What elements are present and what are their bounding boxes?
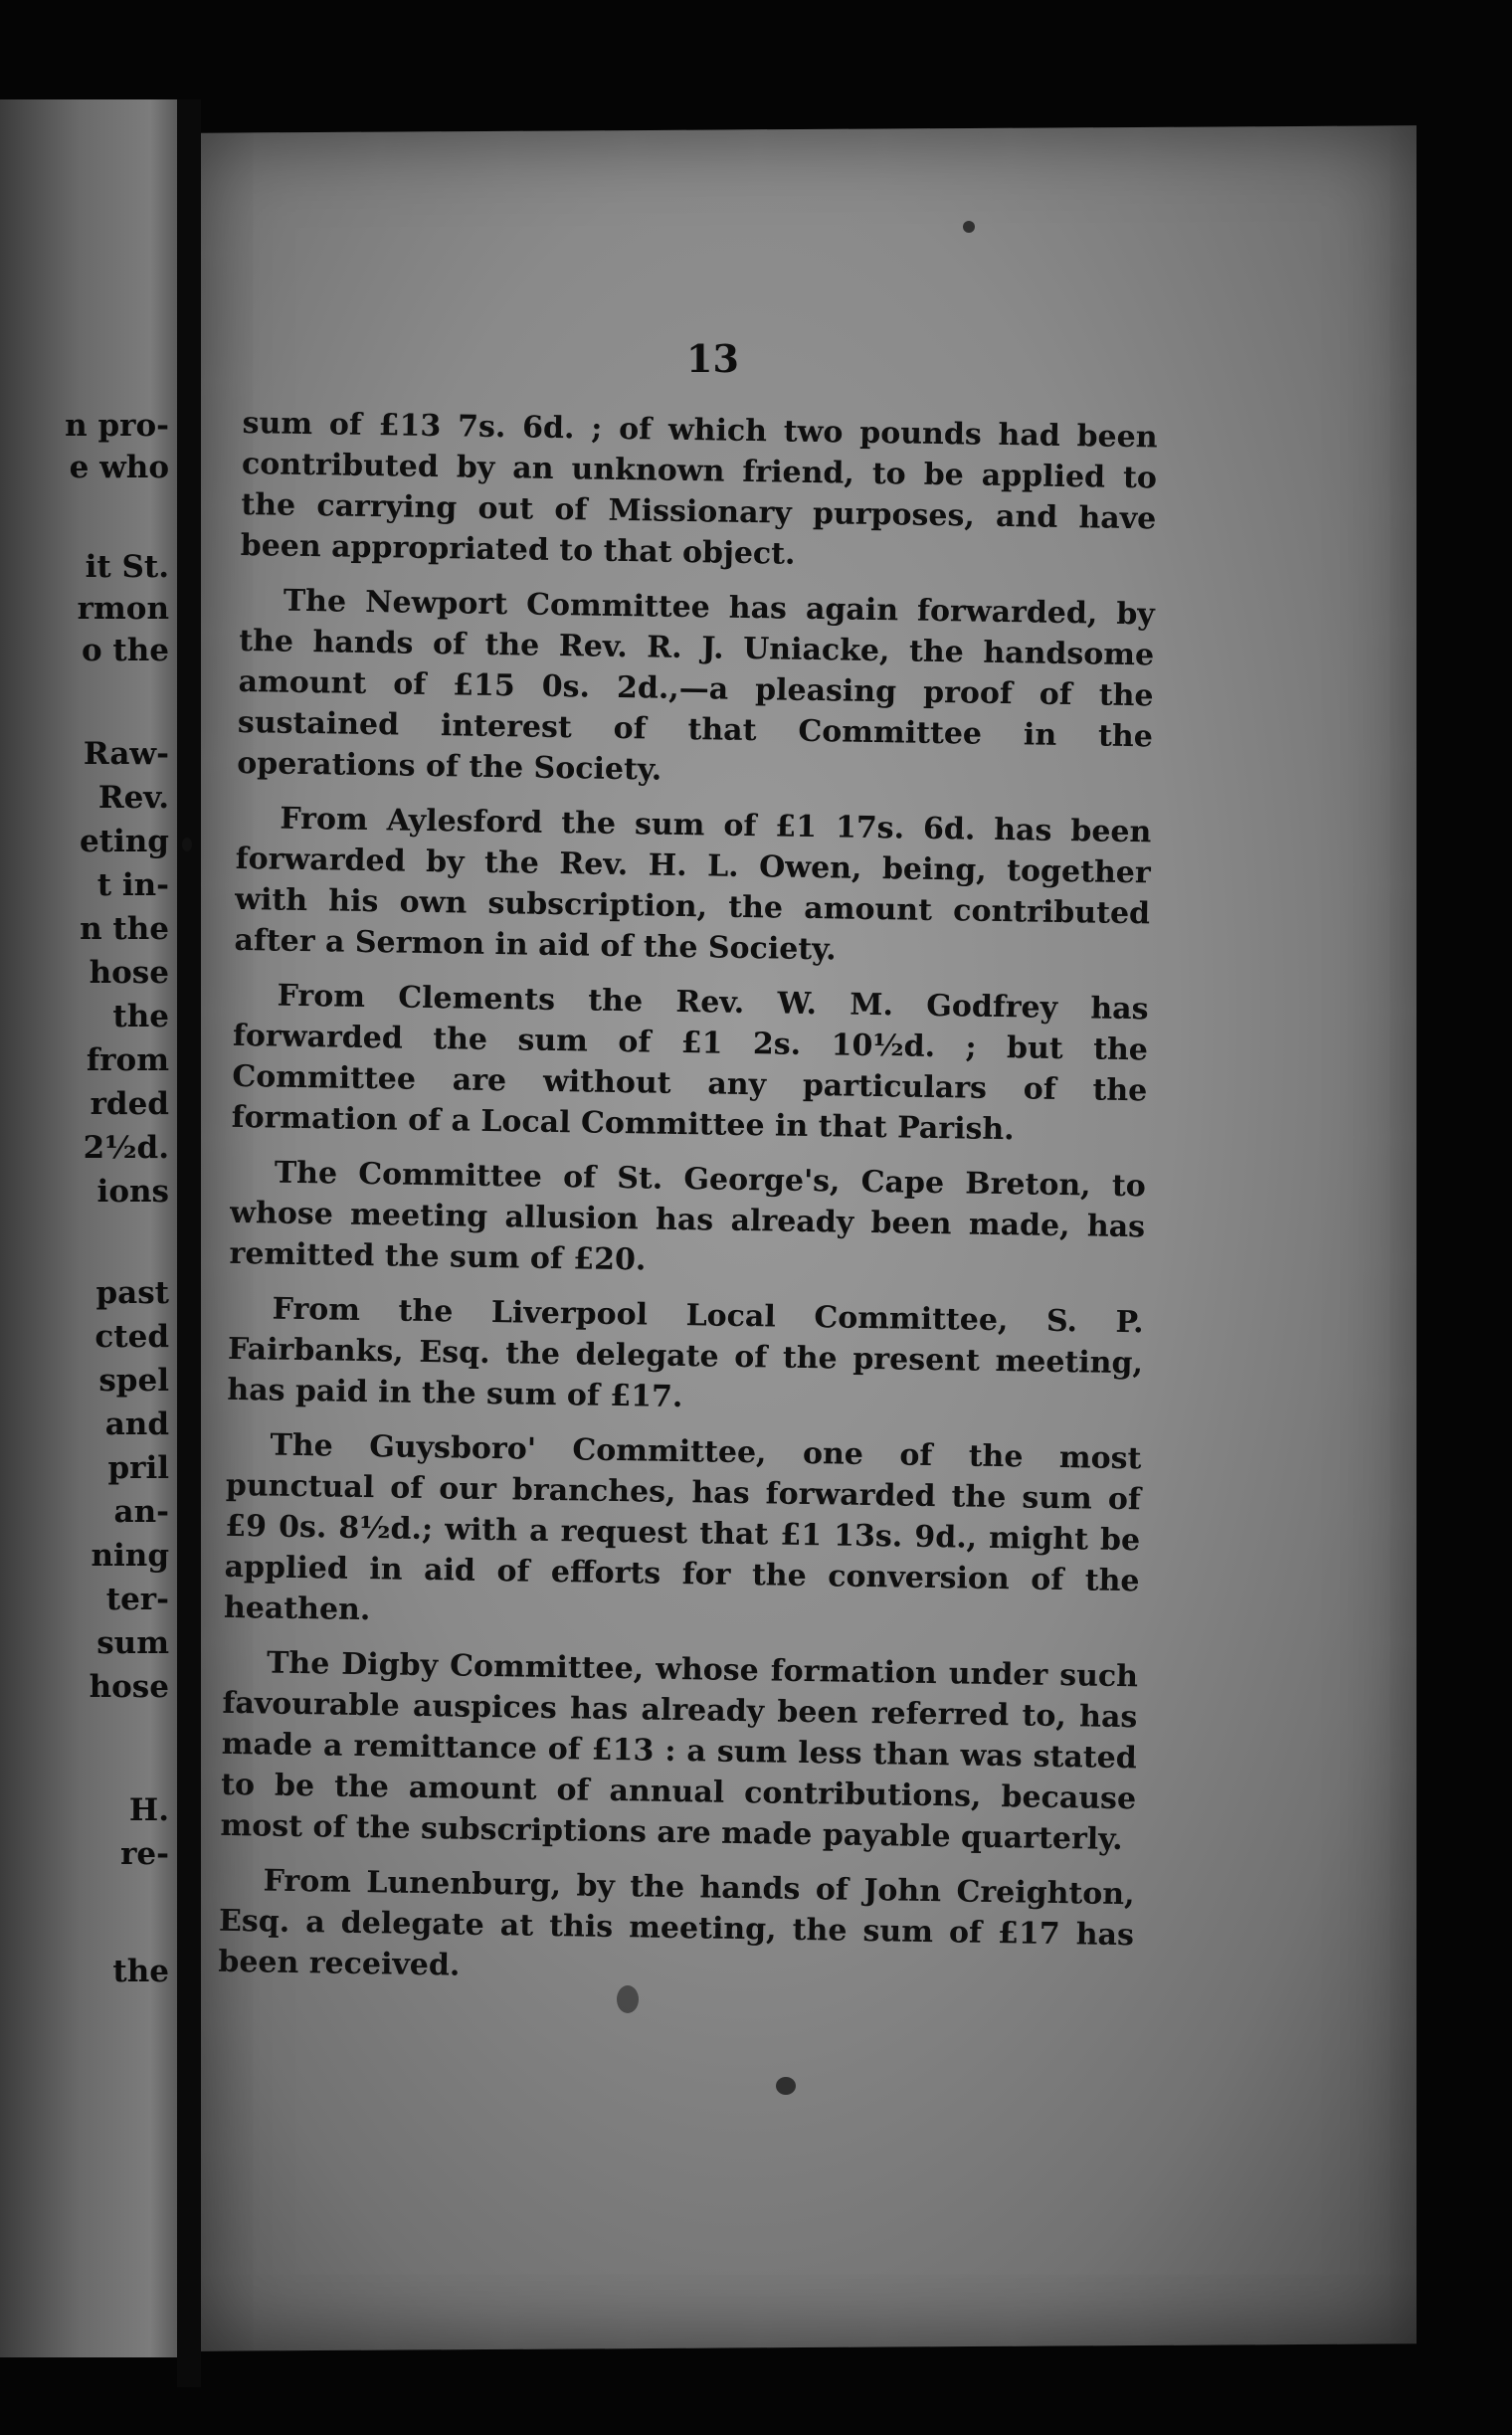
left-page-line: ning (91, 1538, 169, 1574)
left-page-line: H. (128, 1792, 169, 1828)
left-page-line: hose (89, 1669, 169, 1705)
ink-spot (617, 1985, 639, 2013)
paragraph: From Aylesford the sum of £1 17s. 6d. has been forwarded by the Rev. H. L. Owen, being, together with his own subscription, the amount contributed after a Sermon in aid of the Society. (234, 801, 1152, 968)
paragraph: The Committee of St. George's, Cape Breton, to whose meeting allusion has already been made, has remitted the sum of £20. (229, 1155, 1147, 1278)
left-page-line: Raw- (83, 736, 169, 772)
left-page-line: re- (120, 1836, 169, 1872)
page-body (218, 403, 1158, 2010)
paragraph: sum of £13 7s. 6d. ; of which two pounds had been contributed by an unknown friend, to be applied to the carrying out of Missionary purposes, and have been appropriated to that object. (240, 405, 1158, 572)
left-page-line: o the (81, 633, 169, 668)
ink-spot (776, 2077, 796, 2095)
left-page-line: spel (98, 1363, 169, 1399)
left-page-line: the (112, 999, 169, 1034)
adjacent-page-fragment (0, 99, 177, 2357)
left-page-line: cted (94, 1319, 169, 1355)
left-page-line: eting (79, 824, 169, 859)
page-number: 13 (686, 336, 739, 381)
left-page-line: ions (96, 1174, 169, 1210)
left-page-line: pril (107, 1450, 169, 1486)
paragraph: From Clements the Rev. W. M. Godfrey has forwarded the sum of £1 2s. 10½d. ; but the Committee are without any particulars of the formation of a Local Committee in that Parish. (231, 978, 1149, 1148)
left-page-line: t in- (96, 867, 169, 903)
left-page-line: past (95, 1275, 169, 1311)
left-page-line: e who (69, 450, 169, 485)
page-gutter (177, 99, 201, 2387)
paragraph: From the Liverpool Local Committee, S. P. Fairbanks, Esq. the delegate of the present meeting, has paid in the sum of £17. (227, 1291, 1144, 1415)
paragraph: The Guysboro' Committee, one of the most punctual of our branches, has forwarded the sum of £9 0s. 8½d.; with a request that £1 13s. 9d., might be applied in aid of efforts for the conversion of the heathen. (223, 1427, 1142, 1628)
left-page-line: the (112, 1954, 169, 1989)
left-page-line: 2½d. (83, 1130, 169, 1166)
left-page-line: it St. (85, 549, 169, 585)
left-page-line: n pro- (65, 408, 169, 444)
paragraph: From Lunenburg, by the hands of John Creighton, Esq. a delegate at this meeting, the sum of £17 has been received. (218, 1863, 1135, 1983)
left-page-line: Rev. (97, 780, 169, 816)
left-page-line: an- (113, 1494, 169, 1530)
left-page-line: from (86, 1042, 169, 1078)
left-page-line: rmon (77, 591, 169, 627)
paragraph: The Newport Committee has again forwarded, by the hands of the Rev. R. J. Uniacke, the handsome amount of £15 0s. 2d.,—a pleasing proof of the sustained interest of that Committee in the operations of the Society. (237, 583, 1156, 788)
left-page-line: sum (96, 1625, 169, 1661)
ink-spot (963, 221, 975, 233)
left-page-line: hose (89, 955, 169, 991)
ink-spot (182, 838, 192, 851)
paragraph: The Digby Committee, whose formation under such favourable auspices has already been referred to, has made a remittance of £13 : a sum less than was stated to be the amount of annual contributions, because most of the subscriptions are made payable quarterly. (220, 1645, 1139, 1858)
left-page-line: rded (90, 1086, 169, 1122)
left-page-line: and (104, 1406, 169, 1442)
left-page-line: ter- (105, 1582, 169, 1617)
left-page-line: n the (80, 911, 169, 947)
